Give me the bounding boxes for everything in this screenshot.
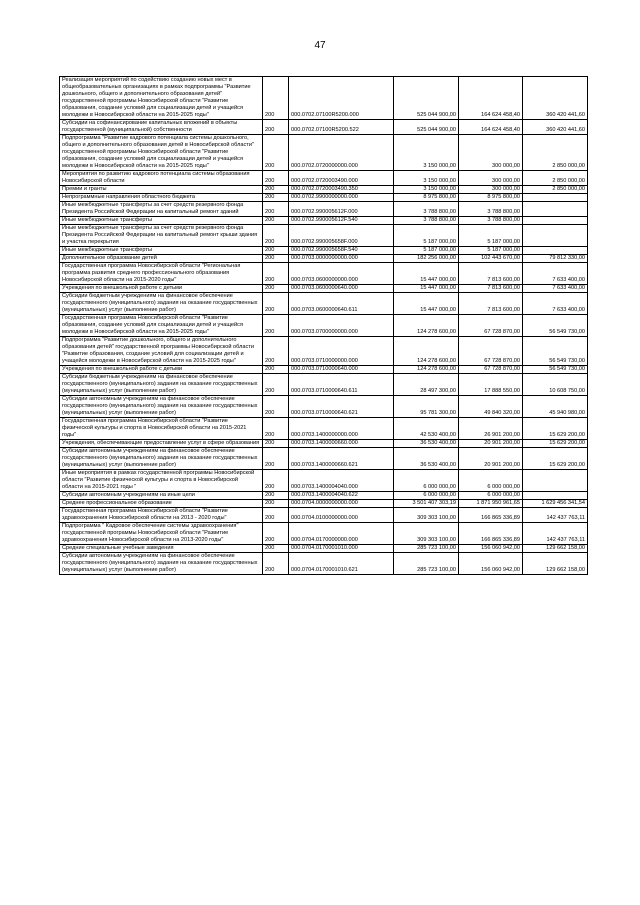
row-executed: 166 865 336,89 [459,523,523,545]
row-unexecuted: 56 549 730,00 [523,366,588,374]
row-code: 200 [263,263,289,285]
row-unexecuted [523,470,588,492]
row-approved: 124 278 600,00 [394,315,459,337]
table-row [60,315,588,337]
row-executed: 20 901 200,00 [459,440,523,448]
row-kbk: 000.0702.990005612F.000 [289,202,394,217]
row-approved: 42 530 400,00 [394,418,459,440]
row-executed: 6 000 000,00 [459,492,523,500]
row-code: 200 [263,202,289,217]
row-unexecuted: 7 633 400,00 [523,263,588,285]
row-name: Субсидии бюджетным учреждениям на финансовое обеспечение государственного (муниципального) задания на оказание государственных (муниципальных) услуг (выполнение работ) [60,293,263,315]
row-executed: 7 813 600,00 [459,263,523,285]
row-executed: 164 624 458,40 [459,77,523,120]
table-row [60,171,588,186]
table-row [60,492,588,500]
row-name: Субсидии автономным учреждениям на финансовое обеспечение государственного (муниципального) задания на оказание государственных (муниципальных) услуг (выполнение работ) [60,396,263,418]
row-code: 200 [263,247,289,255]
row-code: 200 [263,293,289,315]
row-kbk: 000.0702.9900000000.000 [289,194,394,202]
table-row [60,135,588,171]
row-approved: 36 530 400,00 [394,440,459,448]
table-row [60,448,588,470]
row-executed: 3 788 800,00 [459,217,523,225]
row-kbk: 000.0703.0600000000.000 [289,263,394,285]
row-kbk: 000.0702.990005612F.540 [289,217,394,225]
row-unexecuted: 2 850 000,00 [523,171,588,186]
row-approved: 3 150 000,00 [394,135,459,171]
row-name: Средние специальные учебные заведения [60,545,263,553]
row-approved: 285 723 100,00 [394,545,459,553]
row-name: Учреждения, обеспечивающие предоставление услуг в сфере образования [60,440,263,448]
row-code: 200 [263,194,289,202]
row-code: 200 [263,171,289,186]
row-code: 200 [263,225,289,247]
table-row [60,77,588,120]
row-name: Субсидии автономным учреждениям на финансовое обеспечение государственного (муниципального) задания на оказание государственных (муниципальных) услуг (выполнение работ) [60,553,263,575]
row-executed: 300 000,00 [459,135,523,171]
row-approved: 5 187 000,00 [394,247,459,255]
budget-table-body [60,77,588,575]
row-unexecuted: 2 850 000,00 [523,135,588,171]
row-name: Среднее профессиональное образование [60,500,263,508]
table-row [60,337,588,366]
row-executed: 102 443 670,00 [459,255,523,263]
row-approved: 3 150 000,00 [394,186,459,194]
row-name: Иные межбюджетные трансферты [60,247,263,255]
row-kbk: 000.0703.0710000640.611 [289,374,394,396]
row-unexecuted [523,247,588,255]
table-row [60,194,588,202]
row-approved: 36 530 400,00 [394,448,459,470]
table-row [60,374,588,396]
row-executed: 67 728 870,00 [459,315,523,337]
row-name: Подпрограмма " Кадровое обеспечение системы здравоохранения" государственной программы Новосибирской области "Развитие здравоохранения Новосибирской области на 2013-2020 годы" [60,523,263,545]
row-code: 200 [263,545,289,553]
page-number: 47 [314,40,326,51]
table-row [60,225,588,247]
row-approved: 15 447 000,00 [394,285,459,293]
row-unexecuted [523,202,588,217]
row-kbk: 000.0703.0600000640.611 [289,293,394,315]
table-row [60,202,588,217]
table-row [60,523,588,545]
row-approved: 285 723 100,00 [394,553,459,575]
row-executed: 1 871 950 961,65 [459,500,523,508]
row-executed: 300 000,00 [459,186,523,194]
row-code: 200 [263,217,289,225]
row-executed: 8 975 800,00 [459,194,523,202]
row-unexecuted: 360 420 441,60 [523,120,588,135]
row-code: 200 [263,470,289,492]
row-code: 200 [263,396,289,418]
row-approved: 15 447 000,00 [394,263,459,285]
table-row [60,545,588,553]
row-unexecuted [523,225,588,247]
row-unexecuted: 45 940 980,00 [523,396,588,418]
row-executed: 5 187 000,00 [459,247,523,255]
row-unexecuted: 142 437 763,11 [523,523,588,545]
row-executed: 26 901 200,00 [459,418,523,440]
row-approved: 28 497 300,00 [394,374,459,396]
row-unexecuted [523,492,588,500]
row-executed: 17 888 550,00 [459,374,523,396]
table-row [60,285,588,293]
row-unexecuted: 7 633 400,00 [523,285,588,293]
row-code: 200 [263,337,289,366]
row-code: 200 [263,366,289,374]
row-unexecuted: 56 549 730,00 [523,315,588,337]
row-name: Учреждения по внешкольной работе с детьми [60,366,263,374]
row-name: Подпрограмма "Развитие дошкольного, общего и дополнительного образования детей" государственной программы Новосибирской области "Развитие образования, создание условий для социализации детей и учащейся молодежи в Новосибирской области на 2015-2025 годы" [60,337,263,366]
row-code: 200 [263,255,289,263]
row-unexecuted: 1 629 456 341,54 [523,500,588,508]
row-kbk: 000.0703.0710000640.621 [289,396,394,418]
row-name: Подпрограмма "Развитие кадрового потенциала системы дошкольного, общего и дополнительного образования детей в Новосибирской области" государственной программы Новосибирской области "Развитие образования, создание условий для социализации детей и учащейся молодежи в Новосибирской области на 2015-2025 годы" [60,135,263,171]
row-kbk: 000.0703.0600000640.000 [289,285,394,293]
row-executed: 49 840 320,00 [459,396,523,418]
row-name: Иные мероприятия в рамках государственной программы Новосибирской области "Развитие физической культуры и спорта в Новосибирской области на 2015-2021 годы " [60,470,263,492]
row-unexecuted: 7 633 400,00 [523,293,588,315]
row-approved: 6 000 000,00 [394,470,459,492]
row-executed: 3 788 800,00 [459,202,523,217]
row-kbk: 000.0702.990005658F.000 [289,225,394,247]
row-name: Государственная программа Новосибирской области "Развитие здравоохранения Новосибирской области на 2013 - 2020 годы" [60,508,263,523]
row-executed: 67 728 870,00 [459,366,523,374]
row-code: 200 [263,186,289,194]
row-kbk: 000.0703.1400000660.621 [289,448,394,470]
row-name: Государственная программа Новосибирской области "Региональная программа развития среднего профессионального образования Новосибирской области на 2015-2020 годы" [60,263,263,285]
table-row [60,366,588,374]
row-executed: 164 624 458,40 [459,120,523,135]
row-name: Иные межбюджетные трансферты за счет средств резервного фонда Президента Российской Федерации на капитальный ремонт зданий [60,202,263,217]
row-kbk: 000.0703.1400004040.622 [289,492,394,500]
row-unexecuted: 142 437 763,11 [523,508,588,523]
row-kbk: 000.0702.0720000000.000 [289,135,394,171]
row-executed: 156 060 942,00 [459,545,523,553]
row-approved: 309 303 100,00 [394,523,459,545]
row-name: Непрограммные направления областного бюджета [60,194,263,202]
row-name: Государственная программа Новосибирской области "Развитие образования, создание условий для социализации детей и учащейся молодежи в Новосибирской области на 2015-2025 годы" [60,315,263,337]
row-code: 200 [263,523,289,545]
row-kbk: 000.0702.07100R5200.522 [289,120,394,135]
table-row [60,500,588,508]
row-approved: 124 278 600,00 [394,366,459,374]
row-kbk: 000.0704.0000000000.000 [289,500,394,508]
row-kbk: 000.0702.0720003490.350 [289,186,394,194]
row-code: 200 [263,418,289,440]
row-code: 200 [263,508,289,523]
row-name: Мероприятия по развитию кадрового потенциала системы образования Новосибирской области [60,171,263,186]
row-executed: 20 901 200,00 [459,448,523,470]
table-row [60,120,588,135]
row-name: Субсидии на софинансирование капитальных вложений в объекты государственной (муниципальной) собственности [60,120,263,135]
row-kbk: 000.0703.1400004040.000 [289,470,394,492]
row-code: 200 [263,440,289,448]
table-row [60,470,588,492]
row-executed: 5 187 000,00 [459,225,523,247]
row-unexecuted: 2 850 000,00 [523,186,588,194]
row-kbk: 000.0703.0700000000.000 [289,315,394,337]
row-unexecuted [523,194,588,202]
row-approved: 8 975 800,00 [394,194,459,202]
row-name: Реализация мероприятий по содействию созданию новых мест в общеобразовательных организациях в рамках подпрограммы "Развитие дошкольного, общего и дополнительного образования детей" государственной программы Новосибирской области "Развитие образования, создание условий для социализации детей и учащейся молодежи в Новосибирской области на 2015-2025 годы" [60,77,263,120]
row-approved: 3 788 800,00 [394,202,459,217]
row-unexecuted: 15 629 200,00 [523,448,588,470]
row-name: Иные межбюджетные трансферты [60,217,263,225]
row-kbk: 000.0703.0000000000.000 [289,255,394,263]
table-row [60,418,588,440]
row-executed: 6 000 000,00 [459,470,523,492]
row-executed: 300 000,00 [459,171,523,186]
row-name: Иные межбюджетные трансферты за счет средств резервного фонда Президента Российской Федерации на капитальный ремонт крыши здания и участка перекрытия [60,225,263,247]
row-approved: 182 256 000,00 [394,255,459,263]
row-unexecuted: 129 662 158,00 [523,545,588,553]
row-unexecuted: 15 629 200,00 [523,418,588,440]
row-code: 200 [263,448,289,470]
row-code: 200 [263,135,289,171]
row-unexecuted: 56 549 730,00 [523,337,588,366]
table-row [60,440,588,448]
row-kbk: 000.0702.0720003490.000 [289,171,394,186]
row-code: 200 [263,77,289,120]
row-approved: 309 303 100,00 [394,508,459,523]
row-unexecuted [523,217,588,225]
row-approved: 5 187 000,00 [394,225,459,247]
table-row [60,508,588,523]
row-executed: 156 060 942,00 [459,553,523,575]
row-approved: 6 000 000,00 [394,492,459,500]
row-executed: 7 813 600,00 [459,285,523,293]
row-approved: 3 150 000,00 [394,171,459,186]
table-row [60,553,588,575]
row-kbk: 000.0704.0100000000.000 [289,508,394,523]
row-unexecuted: 360 420 441,60 [523,77,588,120]
row-code: 200 [263,374,289,396]
table-row [60,396,588,418]
row-kbk: 000.0703.0710000640.000 [289,366,394,374]
row-name: Субсидии автономным учреждениям на иные цели [60,492,263,500]
row-approved: 3 501 407 303,19 [394,500,459,508]
row-kbk: 000.0704.0170001010.621 [289,553,394,575]
row-approved: 15 447 000,00 [394,293,459,315]
row-name: Учреждения по внешкольной работе с детьми [60,285,263,293]
row-approved: 525 044 900,00 [394,120,459,135]
row-kbk: 000.0703.0710000000.000 [289,337,394,366]
table-row [60,293,588,315]
row-approved: 525 044 900,00 [394,77,459,120]
row-kbk: 000.0704.0170000000.000 [289,523,394,545]
budget-table [59,76,588,575]
row-unexecuted: 79 812 330,00 [523,255,588,263]
row-kbk: 000.0703.1400000000.000 [289,418,394,440]
row-code: 200 [263,285,289,293]
row-code: 200 [263,315,289,337]
row-name: Дополнительное образование детей [60,255,263,263]
row-unexecuted: 129 662 158,00 [523,553,588,575]
table-row [60,263,588,285]
row-code: 200 [263,500,289,508]
row-executed: 166 865 336,89 [459,508,523,523]
row-code: 200 [263,553,289,575]
row-approved: 3 788 800,00 [394,217,459,225]
row-name: Государственная программа Новосибирской области "Развитие физической культуры и спорта в Новосибирской области на 2015-2021 годы" [60,418,263,440]
row-unexecuted: 10 608 750,00 [523,374,588,396]
row-name: Субсидии автономным учреждениям на финансовое обеспечение государственного (муниципального) задания на оказание государственных (муниципальных) услуг (выполнение работ) [60,448,263,470]
table-row [60,255,588,263]
row-name: Субсидии бюджетным учреждениям на финансовое обеспечение государственного (муниципального) задания на оказание государственных (муниципальных) услуг (выполнение работ) [60,374,263,396]
row-kbk: 000.0702.07100R5200.000 [289,77,394,120]
row-approved: 95 781 300,00 [394,396,459,418]
row-code: 200 [263,492,289,500]
table-row [60,186,588,194]
row-code: 200 [263,120,289,135]
row-name: Премии и гранты [60,186,263,194]
row-executed: 7 813 600,00 [459,293,523,315]
table-row [60,217,588,225]
row-kbk: 000.0703.1400000660.000 [289,440,394,448]
row-kbk: 000.0702.990005658F.540 [289,247,394,255]
row-executed: 67 728 870,00 [459,337,523,366]
table-row [60,247,588,255]
row-approved: 124 278 600,00 [394,337,459,366]
row-unexecuted: 15 629 200,00 [523,440,588,448]
row-kbk: 000.0704.0170001010.000 [289,545,394,553]
